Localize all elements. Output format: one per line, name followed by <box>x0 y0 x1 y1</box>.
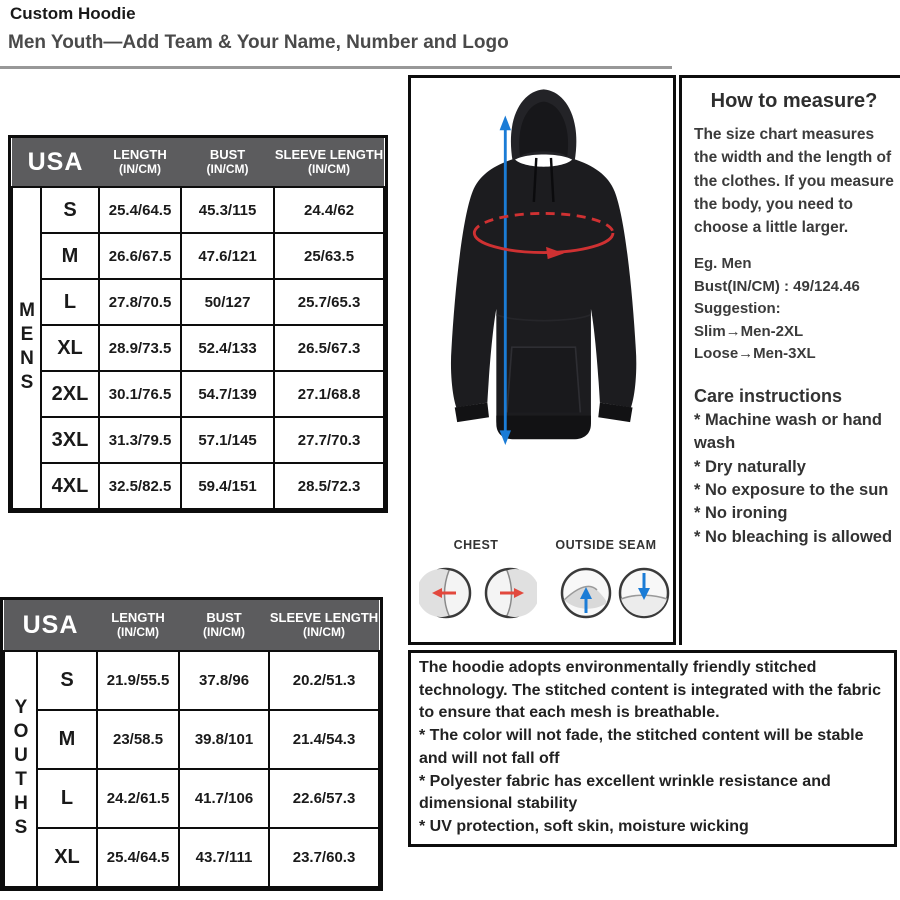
outside-seam-label: OUTSIDE SEAM <box>555 538 657 552</box>
usa-header: USA <box>4 600 97 651</box>
care-item: * No ironing <box>694 504 788 523</box>
mens-size-table <box>8 135 388 513</box>
bust-cell: 47.6/121 <box>181 233 274 279</box>
bust-cell: 43.7/111 <box>179 828 269 887</box>
sleeve-cell: 25.7/65.3 <box>274 279 384 325</box>
mens-table-header-row <box>12 138 384 187</box>
youths-size-table <box>0 597 383 891</box>
sleeve-cell: 21.4/54.3 <box>269 710 379 769</box>
table-row <box>4 769 379 828</box>
sleeve-cell: 25/63.5 <box>274 233 384 279</box>
length-cell: 23/58.5 <box>97 710 179 769</box>
table-row <box>12 325 384 371</box>
page-title: Custom Hoodie <box>10 4 136 23</box>
seam-arrow-up-icon <box>559 566 613 620</box>
example-line: Bust(IN/CM) : 49/124.46 <box>694 277 860 295</box>
bust-cell: 59.4/151 <box>181 463 274 509</box>
length-header: LENGTH (IN/CM) <box>97 600 179 651</box>
size-cell: 3XL <box>41 417 99 463</box>
usa-header: USA <box>12 138 99 187</box>
page-subtitle: Men Youth—Add Team & Your Name, Number and Logo <box>8 32 509 53</box>
sleeve-cell: 26.5/67.3 <box>274 325 384 371</box>
header-divider <box>0 66 672 69</box>
sleeve-header: SLEEVE LENGTH (IN/CM) <box>274 138 384 187</box>
youths-group-cell <box>4 651 37 887</box>
size-cell: 4XL <box>41 463 99 509</box>
size-cell: M <box>37 710 97 769</box>
example-line: Eg. Men <box>694 255 752 273</box>
bust-header: BUST (IN/CM) <box>181 138 274 187</box>
bust-cell: 57.1/145 <box>181 417 274 463</box>
sleeve-cell: 27.1/68.8 <box>274 371 384 417</box>
sleeve-cell: 24.4/62 <box>274 187 384 233</box>
bust-cell: 41.7/106 <box>179 769 269 828</box>
size-cell: M <box>41 233 99 279</box>
mens-vertical-label: MENS <box>16 300 38 396</box>
hoodie-product-image <box>411 78 673 538</box>
bust-cell: 52.4/133 <box>181 325 274 371</box>
hoodie-image-panel <box>408 75 676 645</box>
sleeve-cell: 23.7/60.3 <box>269 828 379 887</box>
table-row <box>12 233 384 279</box>
table-row <box>4 651 379 710</box>
care-item: * No bleaching is allowed <box>694 527 893 546</box>
table-row <box>4 828 379 887</box>
fabric-note: * The color will not fade, the stitched content will be stable and will not fall off <box>419 727 864 767</box>
fabric-note: The hoodie adopts environmentally friendly stitched technology. The stitched content is integrated with the fabric to ensure that each mesh is breathable. <box>419 659 881 722</box>
size-cell: L <box>41 279 99 325</box>
chest-fold-arrow-right-icon <box>483 566 537 620</box>
chest-label: CHEST <box>453 538 499 552</box>
table-row <box>12 187 384 233</box>
care-item: * Dry naturally <box>694 457 806 476</box>
bust-cell: 45.3/115 <box>181 187 274 233</box>
sleeve-cell: 28.5/72.3 <box>274 463 384 509</box>
size-cell: S <box>41 187 99 233</box>
care-item: * No exposure to the sun <box>694 481 889 500</box>
length-cell: 21.9/55.5 <box>97 651 179 710</box>
length-cell: 28.9/73.5 <box>99 325 181 371</box>
fabric-note: * UV protection, soft skin, moisture wicking <box>419 818 749 836</box>
bust-cell: 50/127 <box>181 279 274 325</box>
youths-vertical-label: YOUTHS <box>10 697 32 841</box>
mens-group-cell <box>12 187 41 509</box>
table-row <box>12 371 384 417</box>
length-cell: 31.3/79.5 <box>99 417 181 463</box>
size-cell: XL <box>37 828 97 887</box>
length-cell: 30.1/76.5 <box>99 371 181 417</box>
bust-header: BUST (IN/CM) <box>179 600 269 651</box>
length-cell: 27.8/70.5 <box>99 279 181 325</box>
fabric-notes-box <box>408 650 897 847</box>
chest-fold-arrow-left-icon <box>419 566 473 620</box>
how-to-measure-panel <box>679 75 900 645</box>
length-cell: 26.6/67.5 <box>99 233 181 279</box>
example-line: Loose→Men-3XL <box>694 345 816 363</box>
size-cell: 2XL <box>41 371 99 417</box>
table-row <box>4 710 379 769</box>
example-line: Slim→Men-2XL <box>694 322 804 340</box>
length-cell: 32.5/82.5 <box>99 463 181 509</box>
sleeve-cell: 20.2/51.3 <box>269 651 379 710</box>
care-instructions-heading: Care instructions <box>694 385 843 406</box>
size-cell: L <box>37 769 97 828</box>
length-cell: 24.2/61.5 <box>97 769 179 828</box>
measure-description: The size chart measures the width and the length of the clothes. If you measure the body, you need to choose a little larger. <box>694 126 894 236</box>
bust-cell: 39.8/101 <box>179 710 269 769</box>
table-row <box>12 463 384 509</box>
size-cell: XL <box>41 325 99 371</box>
bust-cell: 37.8/96 <box>179 651 269 710</box>
bust-cell: 54.7/139 <box>181 371 274 417</box>
length-header: LENGTH (IN/CM) <box>99 138 181 187</box>
seam-arrow-down-icon <box>617 566 671 620</box>
sleeve-header: SLEEVE LENGTH (IN/CM) <box>269 600 379 651</box>
example-line: Suggestion: <box>694 300 781 318</box>
size-cell: S <box>37 651 97 710</box>
sleeve-cell: 22.6/57.3 <box>269 769 379 828</box>
table-row <box>12 417 384 463</box>
length-cell: 25.4/64.5 <box>99 187 181 233</box>
youths-table-header-row <box>4 600 379 651</box>
sleeve-cell: 27.7/70.3 <box>274 417 384 463</box>
care-item: * Machine wash or hand wash <box>694 410 882 453</box>
table-row <box>12 279 384 325</box>
length-cell: 25.4/64.5 <box>97 828 179 887</box>
fabric-note: * Polyester fabric has excellent wrinkle resistance and dimensional stability <box>419 772 831 813</box>
how-to-measure-heading: How to measure? <box>710 90 878 112</box>
